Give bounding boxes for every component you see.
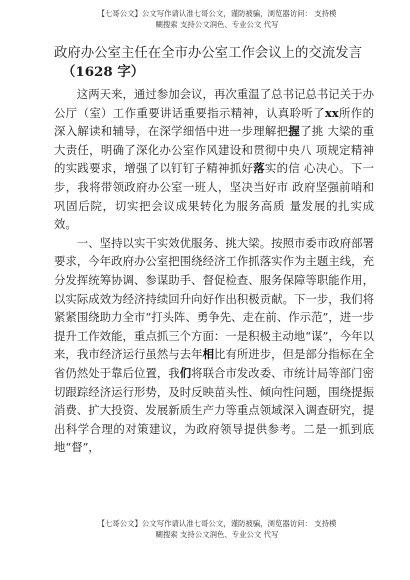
- page-header: [52, 8, 382, 30]
- header-line-2: 糊搜索 支持公文润色、专业公文 代写: [155, 20, 279, 29]
- bold-run: xx: [325, 105, 339, 120]
- header-line-1: 【七哥公文】公文写作请认准七哥公文，谨防被骗，浏览器访问： 支持模: [97, 9, 337, 18]
- paragraph-intro: [54, 85, 374, 234]
- page-footer: [52, 518, 382, 540]
- title-main: 政府办公室主任在全市办公室工作会议上的交流发言: [54, 46, 362, 61]
- bold-run: 落: [253, 161, 265, 176]
- paragraph-section-one: [54, 234, 374, 457]
- text-run: 所作的深入解读和辅导，在深学细悟中进一步理解把: [54, 105, 374, 139]
- footer-line-2: 糊搜索 支持公文润色、专业公文 代写: [155, 530, 279, 539]
- text-run: 这两天来，通过参加会议，再次重温了总书记总书记关于办公厅（室）工作重要讲话重要指示精神，认真聆听了: [54, 87, 374, 120]
- bold-run: 握: [288, 124, 301, 139]
- text-run: 实的信 心决心。下一步，我将带领政府办公室一班人，坚决当好市 政府坚强前哨和巩固后院，切实把会议成果转化为服务高质 量发展的扎实成效。: [54, 161, 374, 232]
- text-run: 将联合市发改委、市统计局等部门密切跟踪经济运行形势，及时反映苗头性、倾向性问题，围绕提振消费、扩大投资、发展新质生产力等重点领域深入调查研究，提出科学合理的对策建议，为政府领导提供参考。二是一抓到底地“督”，: [54, 365, 374, 455]
- bold-run: 相: [202, 347, 215, 362]
- footer-line-1: 【七哥公文】公文写作请认准七哥公文，谨防被骗，浏览器访问： 支持模: [97, 519, 337, 528]
- text-run: 一、坚持以实干实效优服务、挑大梁。按照市委市政府部署要求，今年政府办公室把围绕经济工作抓落实作为主题主线，充分发挥统筹协调、参谋助手、督促检查、服务保障等职能作用，以实际成效为经济持续回升向好作出积极贡献。下一步，我们将紧紧围绕助力全市“打头阵、勇争先、走在前、作示范”，进一步提升工作效能，重点抓三个方面：一是积极主动地“谋”，今年以来，我市经济运行虽然与去年: [54, 235, 374, 362]
- text-run: 比有所进步，但是部分指标在全省仍然处于靠后位置，我: [54, 347, 374, 380]
- text-run: 了挑 大梁的重大责任，明确了深化办公室作风建设和贯彻中央八 项规定精神的实践要求，增强了以钉钉子精神抓好: [54, 124, 374, 176]
- bold-run: 们: [179, 365, 192, 380]
- word-count: （1628 字）: [62, 64, 145, 80]
- document-title: [54, 44, 362, 82]
- document-body: [54, 85, 374, 457]
